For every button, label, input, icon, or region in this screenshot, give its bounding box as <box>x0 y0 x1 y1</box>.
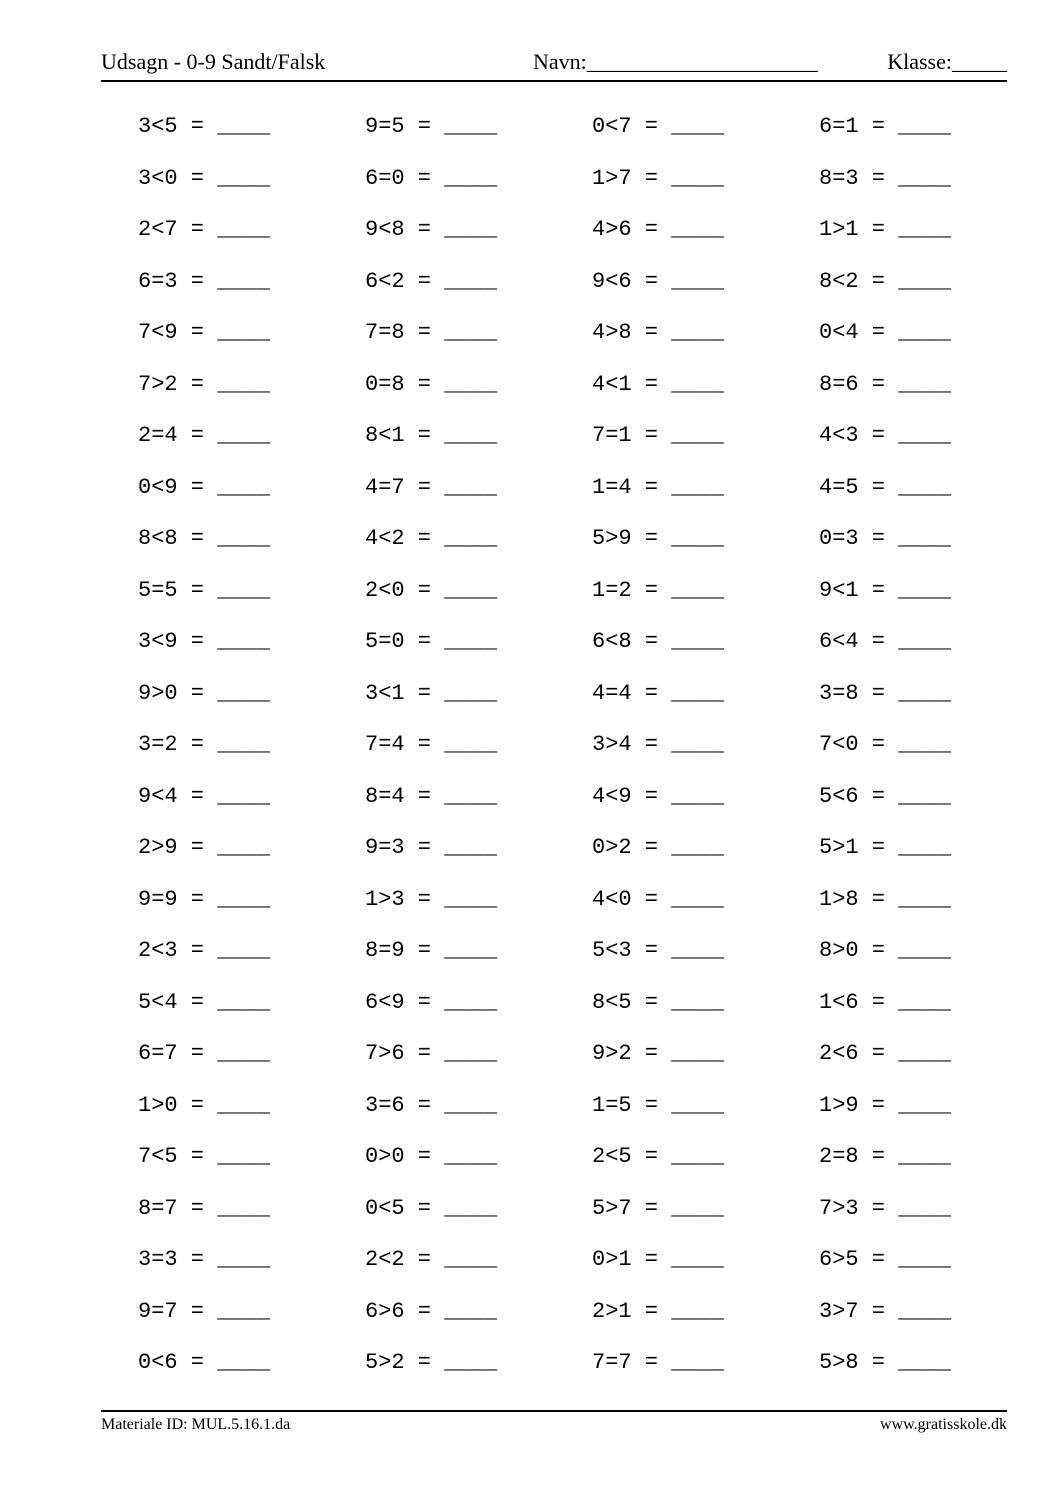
exercise-item: 6<2 = ____ <box>365 268 498 294</box>
exercise-item: 2<0 = ____ <box>365 577 498 603</box>
exercise-item: 8<5 = ____ <box>592 989 725 1015</box>
exercise-item: 3<5 = ____ <box>138 114 271 139</box>
exercise-item: 1<6 = ____ <box>819 989 952 1015</box>
worksheet-title: Udsagn - 0-9 Sandt/Falsk <box>101 49 326 74</box>
exercise-item: 9=3 = ____ <box>365 835 498 860</box>
exercise-item: 9=9 = ____ <box>138 886 271 912</box>
exercise-item: 4<1 = ____ <box>592 371 725 397</box>
exercise-item: 8>0 = ____ <box>819 938 952 963</box>
exercise-item: 0<4 = ____ <box>819 320 952 345</box>
exercise-item: 2=8 = ____ <box>819 1144 952 1169</box>
exercise-item: 6=7 = ____ <box>138 1041 271 1066</box>
exercise-item: 1>9 = ____ <box>819 1092 952 1118</box>
exercise-item: 6<4 = ____ <box>819 629 952 654</box>
exercise-item: 2<6 = ____ <box>819 1041 952 1066</box>
exercise-item: 4>8 = ____ <box>592 320 725 345</box>
exercise-item: 5>7 = ____ <box>592 1195 725 1221</box>
exercise-item: 2>9 = ____ <box>138 835 271 860</box>
exercise-item: 1>8 = ____ <box>819 886 952 912</box>
exercise-item: 9<1 = ____ <box>819 577 952 603</box>
exercise-item: 9<6 = ____ <box>592 268 725 294</box>
exercise-item: 0>0 = ____ <box>365 1144 498 1169</box>
exercise-grid <box>138 108 1008 1396</box>
material-id: Materiale ID: MUL.5.16.1.da <box>101 1416 291 1433</box>
exercise-item: 5>2 = ____ <box>365 1350 498 1375</box>
exercise-item: 5<6 = ____ <box>819 783 952 809</box>
exercise-item: 4=4 = ____ <box>592 680 725 706</box>
exercise-item: 6<8 = ____ <box>592 629 725 654</box>
exercise-item: 9>2 = ____ <box>592 1041 725 1066</box>
exercise-item: 5<3 = ____ <box>592 938 725 963</box>
exercise-item: 5>1 = ____ <box>819 835 952 860</box>
exercise-item: 0=3 = ____ <box>819 526 952 551</box>
exercise-item: 4=5 = ____ <box>819 474 952 500</box>
exercise-column-4 <box>819 108 1045 1396</box>
exercise-item: 0<7 = ____ <box>592 114 725 139</box>
exercise-item: 4<9 = ____ <box>592 783 725 809</box>
footer-rule <box>101 1410 1007 1412</box>
exercise-item: 7<5 = ____ <box>138 1144 271 1169</box>
exercise-item: 5=0 = ____ <box>365 629 498 654</box>
exercise-item: 7=8 = ____ <box>365 320 498 345</box>
exercise-item: 8=4 = ____ <box>365 783 498 809</box>
exercise-item: 4<3 = ____ <box>819 423 952 448</box>
exercise-item: 4<0 = ____ <box>592 886 725 912</box>
exercise-item: 1>3 = ____ <box>365 886 498 912</box>
exercise-item: 1=2 = ____ <box>592 577 725 603</box>
exercise-item: 2<3 = ____ <box>138 938 271 963</box>
exercise-item: 9=7 = ____ <box>138 1298 271 1324</box>
exercise-item: 8<1 = ____ <box>365 423 498 448</box>
exercise-item: 7<0 = ____ <box>819 732 952 757</box>
exercise-item: 1>7 = ____ <box>592 165 725 191</box>
exercise-item: 1>1 = ____ <box>819 217 952 242</box>
class-field: Klasse:_____ <box>887 49 1007 74</box>
exercise-item: 3=3 = ____ <box>138 1247 271 1272</box>
exercise-item: 6>6 = ____ <box>365 1298 498 1324</box>
exercise-item: 8=9 = ____ <box>365 938 498 963</box>
exercise-column-2 <box>365 108 591 1396</box>
exercise-item: 1=4 = ____ <box>592 474 725 500</box>
exercise-item: 9=5 = ____ <box>365 114 498 139</box>
exercise-item: 8<8 = ____ <box>138 526 271 551</box>
exercise-item: 9<4 = ____ <box>138 783 271 809</box>
exercise-item: 8=6 = ____ <box>819 371 952 397</box>
exercise-item: 2=4 = ____ <box>138 423 271 448</box>
exercise-item: 1>0 = ____ <box>138 1092 271 1118</box>
exercise-item: 2<5 = ____ <box>592 1144 725 1169</box>
name-field: Navn:_____________________ <box>533 49 818 74</box>
exercise-item: 7>3 = ____ <box>819 1195 952 1221</box>
exercise-item: 5<4 = ____ <box>138 989 271 1015</box>
exercise-item: 5=5 = ____ <box>138 577 271 603</box>
exercise-item: 6>5 = ____ <box>819 1247 952 1272</box>
exercise-column-1 <box>138 108 364 1396</box>
exercise-item: 4=7 = ____ <box>365 474 498 500</box>
exercise-item: 8<2 = ____ <box>819 268 952 294</box>
exercise-item: 4>6 = ____ <box>592 217 725 242</box>
exercise-item: 6=3 = ____ <box>138 268 271 294</box>
exercise-item: 2>1 = ____ <box>592 1298 725 1324</box>
exercise-item: 7>6 = ____ <box>365 1041 498 1066</box>
worksheet-header <box>101 47 1007 77</box>
exercise-item: 3<0 = ____ <box>138 165 271 191</box>
exercise-item: 6=0 = ____ <box>365 165 498 191</box>
exercise-item: 9<8 = ____ <box>365 217 498 242</box>
exercise-item: 7<9 = ____ <box>138 320 271 345</box>
exercise-item: 3<9 = ____ <box>138 629 271 654</box>
exercise-item: 7=4 = ____ <box>365 732 498 757</box>
exercise-item: 1=5 = ____ <box>592 1092 725 1118</box>
exercise-item: 5>8 = ____ <box>819 1350 952 1375</box>
exercise-item: 8=3 = ____ <box>819 165 952 191</box>
worksheet-footer <box>101 1413 1007 1437</box>
exercise-item: 0<5 = ____ <box>365 1195 498 1221</box>
exercise-item: 7>2 = ____ <box>138 371 271 397</box>
exercise-item: 6<9 = ____ <box>365 989 498 1015</box>
exercise-item: 0>1 = ____ <box>592 1247 725 1272</box>
exercise-item: 6=1 = ____ <box>819 114 952 139</box>
exercise-item: 3<1 = ____ <box>365 680 498 706</box>
exercise-item: 0<9 = ____ <box>138 474 271 500</box>
exercise-item: 7=1 = ____ <box>592 423 725 448</box>
exercise-column-3 <box>592 108 818 1396</box>
exercise-item: 9>0 = ____ <box>138 680 271 706</box>
exercise-item: 3>4 = ____ <box>592 732 725 757</box>
website: www.gratisskole.dk <box>880 1416 1007 1433</box>
exercise-item: 0>2 = ____ <box>592 835 725 860</box>
exercise-item: 4<2 = ____ <box>365 526 498 551</box>
exercise-item: 8=7 = ____ <box>138 1195 271 1221</box>
exercise-item: 2<7 = ____ <box>138 217 271 242</box>
exercise-item: 3=8 = ____ <box>819 680 952 706</box>
exercise-item: 3=6 = ____ <box>365 1092 498 1118</box>
exercise-item: 5>9 = ____ <box>592 526 725 551</box>
exercise-item: 0<6 = ____ <box>138 1350 271 1375</box>
exercise-item: 2<2 = ____ <box>365 1247 498 1272</box>
exercise-item: 7=7 = ____ <box>592 1350 725 1375</box>
header-rule <box>101 80 1007 82</box>
exercise-item: 3=2 = ____ <box>138 732 271 757</box>
exercise-item: 3>7 = ____ <box>819 1298 952 1324</box>
exercise-item: 0=8 = ____ <box>365 371 498 397</box>
